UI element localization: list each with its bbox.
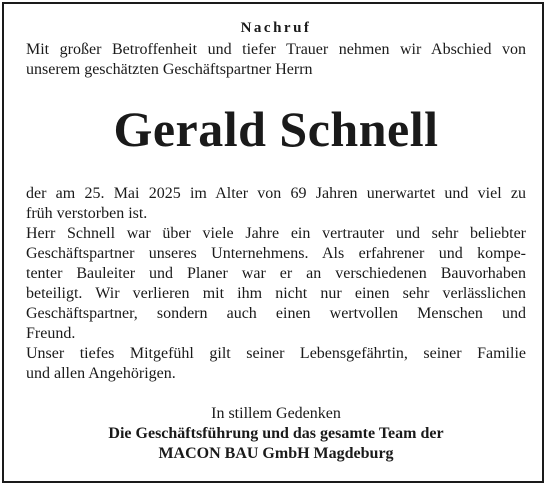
body-line: der am 25. Mai 2025 im Alter von 69 Jahren unerwartet und viel zu [26,185,526,202]
intro-line: unserem geschätzten Geschäftspartner Herrn [26,61,313,78]
body-line: Unser tiefes Mitgefühl gilt seiner Lebensgefährtin, seiner Familie [26,345,526,362]
body-line: beteiligt. Wir verlieren mit ihm nicht nur einen sehr verlässlichen [26,285,526,302]
body-line: tenter Bauleiter und Planer war er an verschiedenen Bauvorhaben [26,265,526,282]
notice-heading: Nachruf [240,20,312,36]
signoff-company: MACON BAU GmbH Magdeburg [158,445,394,462]
obituary-notice [26,18,526,464]
body-line: Herr Schnell war über viele Jahre ein vertrauter und sehr beliebter [26,225,526,242]
intro-text [26,40,526,80]
body-line: und allen Angehörigen. [26,365,176,382]
intro-line: Mit großer Betroffenheit und tiefer Trauer nehmen wir Abschied von [26,41,526,58]
body-line: Geschäftspartner, sondern auch einen wertvollen Menschen und [26,305,526,322]
body-line: früh verstorben ist. [26,205,148,222]
deceased-name: Gerald Schnell [113,101,439,157]
body-line: Freund. [26,325,76,342]
body-text [26,184,526,384]
signoff [26,404,526,464]
body-line: Geschäftspartner unseres Unternehmens. Als erfahrener und kompe- [26,245,526,262]
signoff-organization: Die Geschäftsführung und das gesamte Team der [108,425,444,442]
signoff-line: In stillem Gedenken [211,405,341,422]
